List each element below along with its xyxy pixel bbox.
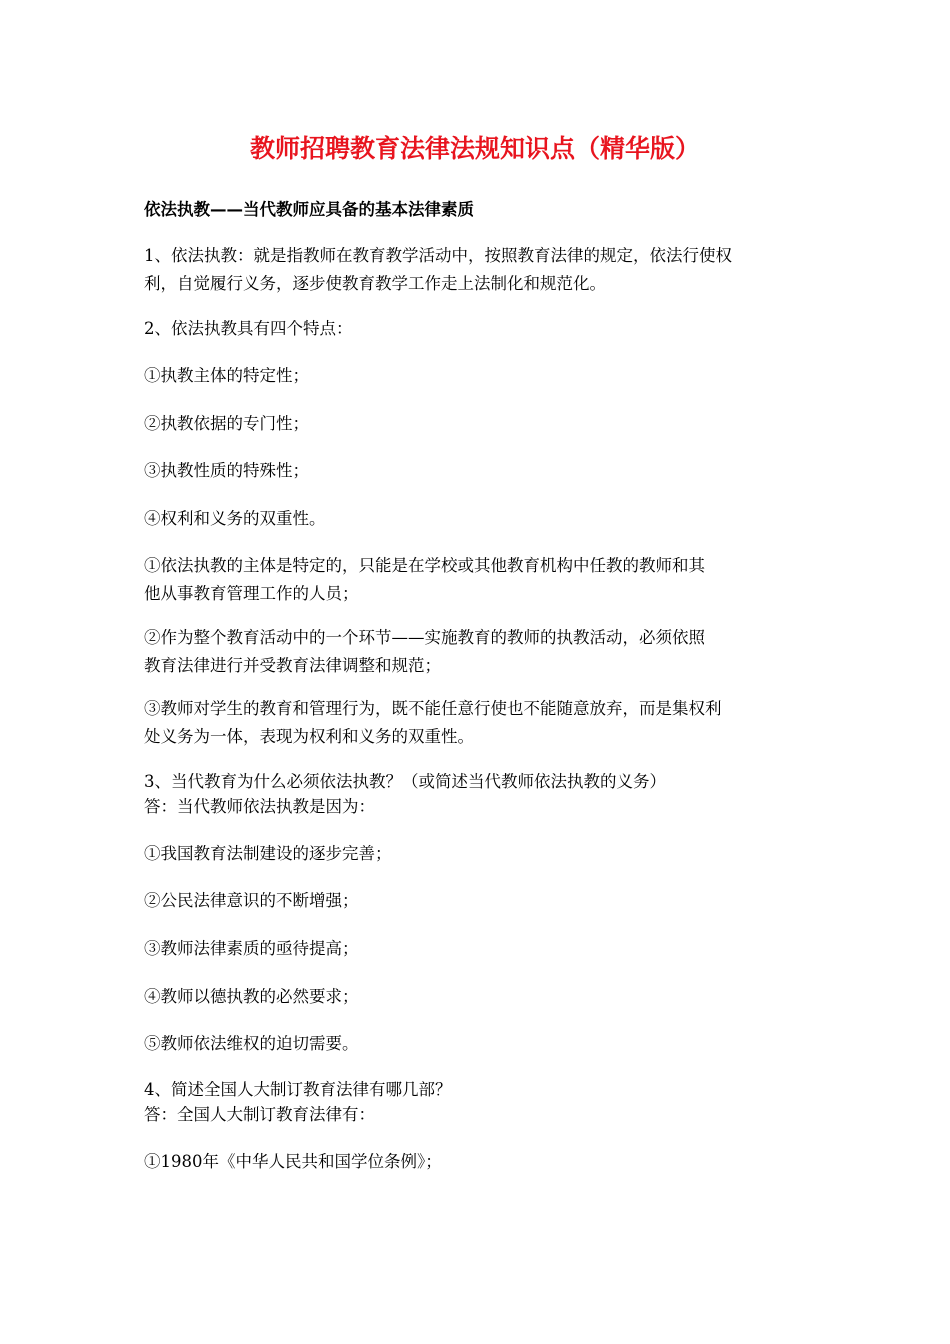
q2-feature-item: ①执教主体的特定性； (144, 366, 309, 385)
q3-reason-item: ②公民法律意识的不断增强； (144, 891, 359, 910)
q3-answer-intro: 答：当代教师依法执教是因为： (144, 797, 375, 816)
q2-explanation-line: ③教师对学生的教育和管理行为，既不能任意行使也不能随意放弃，而是集权利 (144, 699, 722, 718)
q4-heading: 4、简述全国人大制订教育法律有哪几部？ (144, 1080, 452, 1099)
section-heading: 依法执教——当代教师应具备的基本法律素质 (144, 200, 474, 219)
q2-explanation-line: 教育法律进行并受教育法律调整和规范； (144, 656, 441, 675)
q2-explanation-line: ②作为整个教育活动中的一个环节——实施教育的教师的执教活动，必须依照 (144, 628, 705, 647)
q2-heading: 2、依法执教具有四个特点： (144, 319, 353, 338)
document-title: 教师招聘教育法律法规知识点（精华版） (249, 134, 700, 163)
q2-explanation-line: 处义务为一体，表现为权利和义务的双重性。 (144, 727, 474, 746)
q4-answer-intro: 答：全国人大制订教育法律有： (144, 1105, 375, 1124)
q2-feature-item: ②执教依据的专门性； (144, 414, 309, 433)
q4-law-item: ①1980年《中华人民共和国学位条例》； (144, 1152, 442, 1171)
q3-heading: 3、当代教育为什么必须依法执教？（或简述当代教师依法执教的义务） (144, 772, 666, 791)
q2-feature-item: ③执教性质的特殊性； (144, 461, 309, 480)
q3-reason-item: ④教师以德执教的必然要求； (144, 987, 359, 1006)
q2-explanation-line: ①依法执教的主体是特定的，只能是在学校或其他教育机构中任教的教师和其 (144, 556, 705, 575)
q1-paragraph-line-1: 1、依法执教：就是指教师在教育教学活动中，按照教育法律的规定，依法行使权 (144, 246, 732, 265)
q3-reason-item: ③教师法律素质的亟待提高； (144, 939, 359, 958)
q2-explanation-line: 他从事教育管理工作的人员； (144, 584, 359, 603)
q1-paragraph-line-2: 利，自觉履行义务，逐步使教育教学工作走上法制化和规范化。 (144, 274, 606, 293)
q2-feature-item: ④权利和义务的双重性。 (144, 509, 326, 528)
q3-reason-item: ①我国教育法制建设的逐步完善； (144, 844, 392, 863)
q3-reason-item: ⑤教师依法维权的迫切需要。 (144, 1034, 359, 1053)
